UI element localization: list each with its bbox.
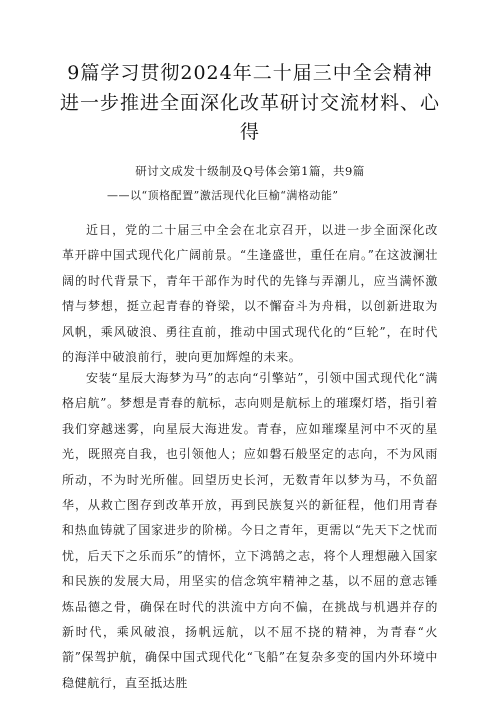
document-title-line-2: 进一步推进全面深化改革研讨交流材料、心	[60, 92, 441, 114]
document-title-line-3: 得	[239, 121, 260, 143]
body-paragraph-2: 安装“星辰大海梦为马”的志向“引擎站”，引领中国式现代化“满格启航”。梦想是青春的航标，志向则是航标上的璀璨灯塔，指引着我们穿越迷雾，向星辰大海进发。青春，应如璀璨星河中不灭的星光，既照亮自我，也引领他人；应如磐石般坚定的志向，不为风雨所动，不为时光所催。回望历史长河，无数青年以梦为马，不负韶华，从救亡图存到改革开放，再到民族复兴的新征程，他们用青春和热血铸就了国家进步的阶梯。今日之青年，更需以“先天下之忧而忧，后天下之乐而乐”的情怀，立下鸿鹄之志，将个人理想融入国家和民族的发展大局，用坚实的信念筑牢精神之基，以不屈的意志锤炼品德之骨，确保在时代的洪流中方向不偏，在挑战与机遇并存的新时代，乘风破浪，扬帆远航，以不屈不挠的精神，为青春“火箭”保驾护航，确保中国式现代化“飞船”在复杂多变的国内外环境中稳健航行，直至抵达胜	[62, 371, 438, 690]
document-meta-line: 研讨文成发十级制及Q号体会第1篇，共9篇	[135, 164, 365, 178]
body-paragraph-1: 近日，党的二十届三中全会在北京召开，以进一步全面深化改革开辟中国式现代化广阔前景。“生逢盛世，重任在肩。”在这波澜壮阔的时代背景下，青年干部作为时代的先锋与弄潮儿，应当满怀激情与梦想，挺立起青春的脊梁，以不懈奋斗为舟楫，以创新进取为风帆，乘风破浪、勇往直前，推动中国式现代化的“巨轮”，在时代的海洋中破浪前行，驶向更加辉煌的未来。	[62, 223, 438, 365]
document-title-line-1: 9篇学习贯彻2024年二十届三中全会精神	[67, 62, 433, 84]
document-subtitle: ——以“顶格配置”激活现代化巨榆“满格动能”	[107, 189, 339, 202]
